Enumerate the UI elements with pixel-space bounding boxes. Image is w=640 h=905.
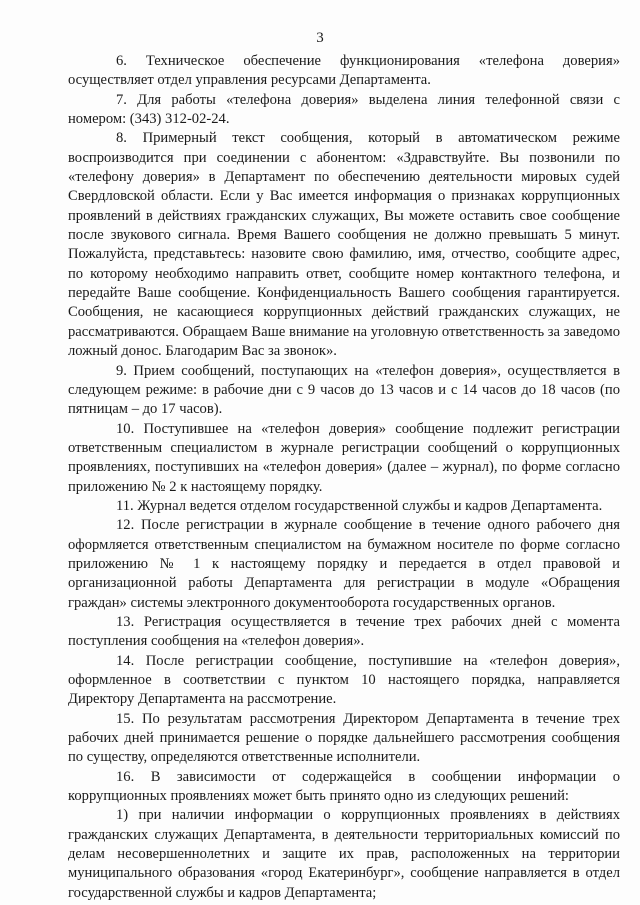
paragraph-13: 13. Регистрация осуществляется в течение трех рабочих дней с момента поступления сообщения на «телефон доверия». <box>68 613 620 650</box>
paragraph-8: 8. Примерный текст сообщения, который в автоматическом режиме воспроизводится при соединении с абонентом: «Здравствуйте. Вы позвонили по «телефону доверия» в Департамент по обеспечению деятельности мировых судей Свердловской области. Если у Вас имеется информация о признаках коррупционных проявлений в действиях гражданских служащих, Вы можете оставить свое сообщение после звукового сигнала. Время Вашего сообщения не должно превышать 5 минут. Пожалуйста, представьтесь: назовите свою фамилию, имя, отчество, сообщите адрес, по которому необходимо направить ответ, сообщите номер контактного телефона, и передайте Ваше сообщение. Конфиденциальность Вашего сообщения гарантируется. Сообщения, не касающиеся коррупционных действий гражданских служащих, не рассматриваются. Обращаем Ваше внимание на уголовную ответственность за заведомо ложный донос. Благодарим Вас за звонок». <box>68 130 620 360</box>
paragraph-9: 9. Прием сообщений, поступающих на «телефон доверия», осуществляется в следующем режиме: в рабочие дни с 9 часов до 13 часов и с 14 часов до 18 часов (по пятницам – до 17 часов). <box>68 362 620 418</box>
paragraph-16-item-1: 1) при наличии информации о коррупционных проявлениях в действиях гражданских служащих Департамента, в деятельности территориальных комиссий по делам несовершеннолетних и защите их прав, расположенных на территории муниципального образования «город Екатеринбург», сообщение направляется в отдел государственной службы и кадров Департамента; <box>68 807 620 901</box>
paragraph-16: 16. В зависимости от содержащейся в сообщении информации о коррупционных проявлениях может быть принято одно из следующих решений: <box>68 768 620 805</box>
paragraph-11: 11. Журнал ведется отделом государственной службы и кадров Департамента. <box>116 497 603 514</box>
paragraph-6: 6. Техническое обеспечение функционирования «телефона доверия» осуществляет отдел управления ресурсами Департамента. <box>68 53 620 89</box>
document-body <box>68 52 620 903</box>
paragraph-7: 7. Для работы «телефона доверия» выделена линия телефонной связи с номером: (343) 312-02-24. <box>68 91 620 128</box>
paragraph-15: 15. По результатам рассмотрения Директором Департамента в течение трех рабочих дней принимается решение о порядке дальнейшего рассмотрения сообщения по существу, определяются ответственные исполнители. <box>68 710 620 766</box>
paragraph-14: 14. После регистрации сообщение, поступившие на «телефон доверия», оформленное в соответствии с пунктом 10 настоящего порядка, направляется Директору Департамента на рассмотрение. <box>68 652 620 708</box>
paragraph-10: 10. Поступившее на «телефон доверия» сообщение подлежит регистрации ответственным специалистом в журнале регистрации сообщений о коррупционных проявлениях, поступивших на «телефон доверия» (далее – журнал), по форме согласно приложению № 2 к настоящему порядку. <box>68 420 620 495</box>
page-number: 3 <box>316 30 324 46</box>
paragraph-12: 12. После регистрации в журнале сообщение в течение одного рабочего дня оформляется ответственным специалистом на бумажном носителе по форме согласно приложению № 1 к настоящему порядку и передается в отдел правовой и организационной работы Департамента для регистрации в модуле «Обращения граждан» системы электронного документооборота государственных органов. <box>68 517 620 611</box>
